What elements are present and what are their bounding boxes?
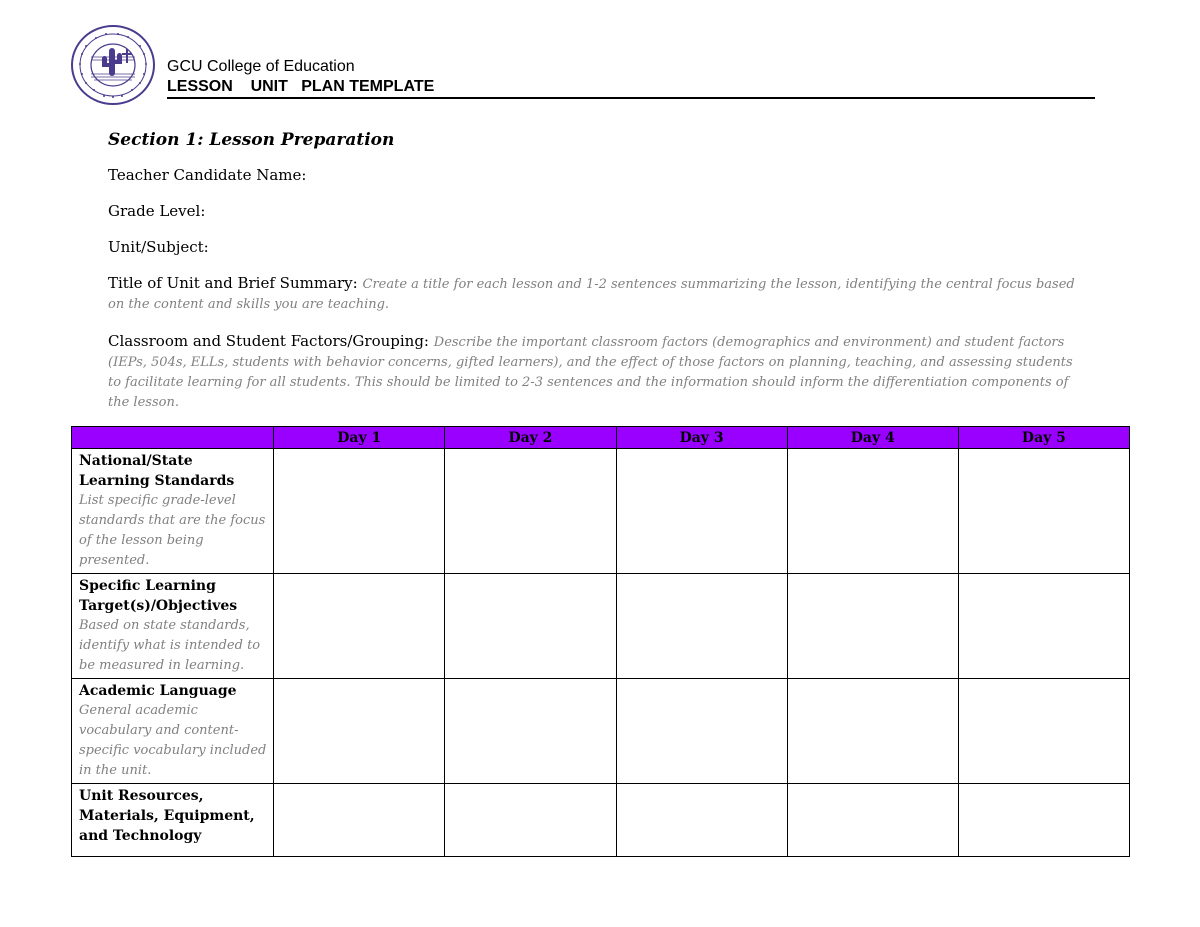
day-cell[interactable] [958, 449, 1129, 574]
day-cell[interactable] [274, 449, 445, 574]
classroom-factors-label: Classroom and Student Factors/Grouping: [108, 332, 429, 350]
template-title: LESSON UNIT PLAN TEMPLATE [167, 77, 1095, 99]
row-label: Specific Learning Target(s)/Objectives [79, 578, 238, 614]
day-cell[interactable] [274, 574, 445, 679]
classroom-factors-field [108, 332, 1088, 412]
row-label: Unit Resources, Materials, Equipment, and Technology [79, 788, 255, 844]
classroom-factors-hint: Describe the important classroom factors (demographics and environment) and student factors (IEPs, 504s, ELLs, students with behavior concerns, gifted learners), and the effect of those factors on planning, teaching, and assessing students to facilitate learning for all students. This should be limited to 2-3 sentences and the information should inform the differentiation components of the lesson. [108, 335, 1073, 410]
table-row [72, 574, 1130, 679]
day-header: Day 3 [616, 427, 787, 449]
day-cell[interactable] [445, 784, 616, 857]
row-label-cell [72, 679, 274, 784]
day-cell[interactable] [958, 679, 1129, 784]
day-cell[interactable] [787, 784, 958, 857]
row-label-cell [72, 784, 274, 857]
day-cell[interactable] [616, 679, 787, 784]
day-header: Day 1 [274, 427, 445, 449]
college-name: GCU College of Education [167, 58, 355, 75]
day-cell[interactable] [787, 449, 958, 574]
unit-plan-table [71, 426, 1130, 857]
day-header: Day 4 [787, 427, 958, 449]
day-cell[interactable] [274, 679, 445, 784]
day-cell[interactable] [616, 784, 787, 857]
day-cell[interactable] [958, 574, 1129, 679]
title-summary-hint: Create a title for each lesson and 1-2 sentences summarizing the lesson, identifying the central focus based on the content and skills you are teaching. [108, 277, 1075, 312]
day-cell[interactable] [274, 784, 445, 857]
day-header: Day 5 [958, 427, 1129, 449]
title-summary-field [108, 274, 1088, 314]
day-header: Day 2 [445, 427, 616, 449]
unit-subject-label: Unit/Subject: [108, 238, 209, 256]
teacher-candidate-name-label: Teacher Candidate Name: [108, 166, 307, 184]
day-cell[interactable] [958, 784, 1129, 857]
day-cell[interactable] [787, 574, 958, 679]
grade-level-label: Grade Level: [108, 202, 206, 220]
day-cell[interactable] [445, 574, 616, 679]
day-cell[interactable] [445, 679, 616, 784]
table-header-row [72, 427, 1130, 449]
row-hint: General academic vocabulary and content-specific vocabulary included in the unit. [79, 703, 267, 778]
row-hint: Based on state standards, identify what is intended to be measured in learning. [79, 618, 261, 673]
table-row [72, 449, 1130, 574]
day-cell[interactable] [787, 679, 958, 784]
table-row [72, 784, 1130, 857]
document-header [167, 57, 1095, 99]
row-hint: List specific grade-level standards that are the focus of the lesson being presented. [79, 493, 266, 568]
row-label-cell [72, 449, 274, 574]
section-lesson-preparation [108, 130, 1088, 430]
day-cell[interactable] [445, 449, 616, 574]
gcu-seal-logo [70, 24, 156, 106]
row-label: Academic Language [79, 683, 237, 699]
row-label-cell [72, 574, 274, 679]
table-row [72, 679, 1130, 784]
day-cell[interactable] [616, 449, 787, 574]
title-summary-label: Title of Unit and Brief Summary: [108, 274, 358, 292]
row-label: National/State Learning Standards [79, 453, 235, 489]
section-title: Section 1: Lesson Preparation [108, 130, 395, 150]
header-blank-cell [72, 427, 274, 449]
day-cell[interactable] [616, 574, 787, 679]
